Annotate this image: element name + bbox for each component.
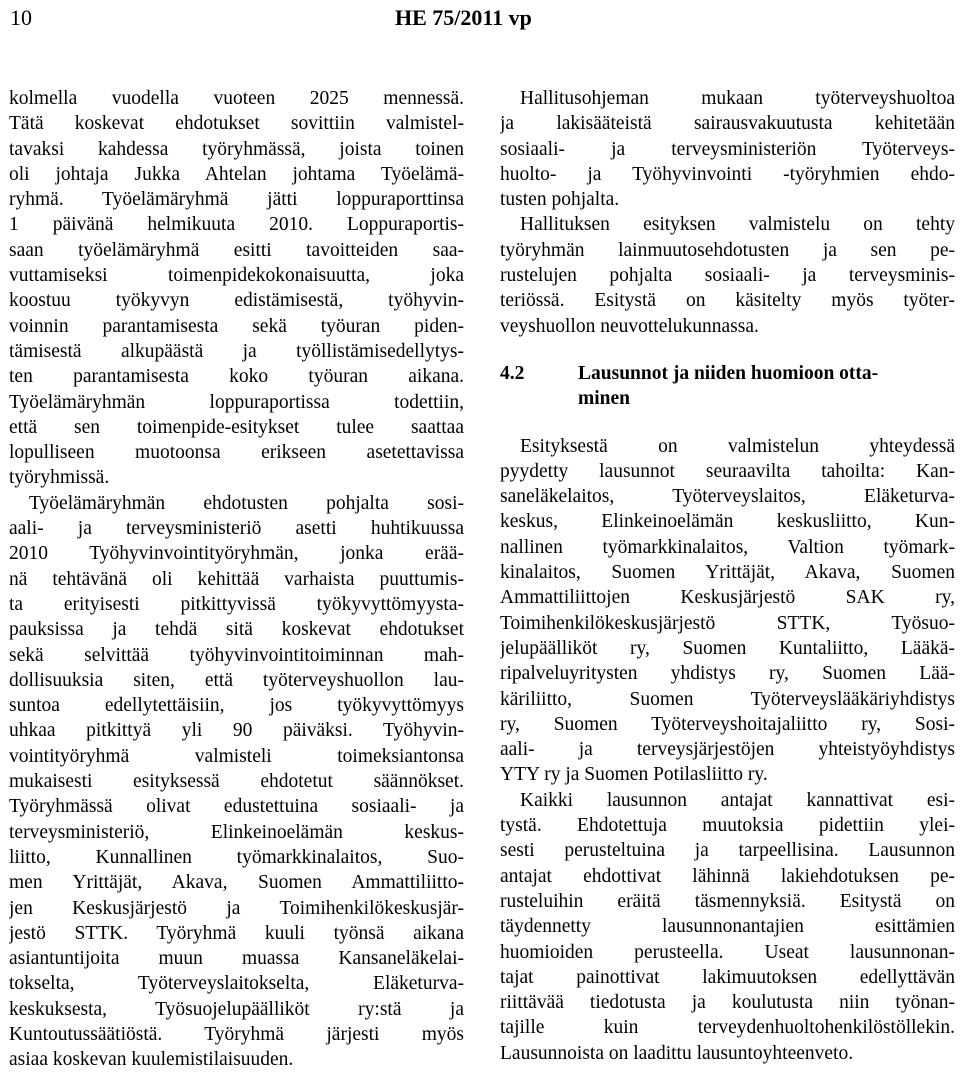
text-line: tokselta, Työterveyslaitokselta, Eläketurva- (9, 973, 464, 995)
text-line: pauksissa ja tehdä sitä koskevat ehdotukset (9, 619, 464, 641)
text-line: Hallituksen esityksen valmistelu on tehty (520, 214, 955, 236)
text-line: aali- ja terveysministeriö asetti huhtikuussa (9, 518, 464, 540)
text-line: ripalveluyritysten yhdistys ry, Suomen Lää- (500, 663, 955, 685)
text-line: Työryhmässä olivat edustettuina sosiaali- ja (9, 796, 464, 818)
text-line: ryhmä. Työelämäryhmä jätti loppuraporttinsa (9, 189, 464, 211)
text-line: asiantuntijoita muun muassa Kansaneläkelai- (9, 948, 464, 970)
text-line: aali- ja terveysjärjestöjen yhteistyöyhdistys (500, 739, 955, 761)
text-line: sosiaali- ja terveysministeriön Työterveys- (500, 138, 955, 160)
text-line: keskuksesta, Työsuojelupäälliköt ry:stä ja (9, 998, 464, 1020)
text-line: jelupäälliköt ry, Suomen Kuntaliitto, Lääkä- (500, 637, 955, 659)
spacer (500, 339, 955, 361)
text-line: huolto- ja Työhyvinvointi -työryhmien ehdo- (500, 163, 955, 185)
page-number: 10 (10, 5, 32, 30)
text-line: sekä selvittää työhyvinvointitoiminnan mah- (9, 644, 464, 666)
spacer (500, 412, 955, 434)
text-line: vuttamiseksi toimenpidekokonaisuutta, joka (9, 265, 464, 287)
page-header (0, 0, 960, 40)
text-line: ta erityisesti pitkittyvissä työkyvyttömyysta- (9, 593, 464, 615)
text-line: että sen toimenpide-esitykset tulee saattaa (9, 416, 464, 438)
text-line: oli johtaja Jukka Ahtelan johtama Työelämä- (9, 163, 464, 185)
text-line: tystä. Ehdotettuja muutoksia pidettiin ylei- (500, 815, 955, 837)
text-line: tajille kuin terveydenhuoltohenkilöstöllekin. (500, 1017, 955, 1039)
text-line: Työelämäryhmän loppuraportissa todettiin, (9, 391, 464, 413)
text-line: uhkaa pitkittyä yli 90 päiväksi. Työhyvin- (9, 720, 464, 742)
text-line: huomioiden perusteella. Useat lausunnonan- (500, 941, 955, 963)
text-line: rusteluihin eräitä täsmennyksiä. Esitystä on (500, 890, 955, 912)
text-line: saneläkelaitos, Työterveyslaitos, Eläketurva- (500, 486, 955, 508)
section-title-line: minen (578, 388, 631, 410)
text-line: kinalaitos, Suomen Yrittäjät, Akava, Suomen (500, 562, 955, 584)
text-line: Toimihenkilökeskusjärjestö STTK, Työsuo- (500, 612, 955, 634)
text-line: sesti perusteltuina ja tarpeellisina. Lausunnon (500, 840, 955, 862)
text-line: tusten pohjalta. (500, 189, 620, 211)
text-line: 1 päivänä helmikuuta 2010. Loppuraportis- (9, 214, 464, 236)
text-line: tavaksi kahdessa työryhmässä, joista toinen (9, 138, 464, 160)
text-line: antajat ehdottivat lähinnä lakiehdotuksen pe- (500, 865, 955, 887)
text-line: työryhmissä. (9, 467, 110, 489)
right-column (500, 86, 955, 1066)
text-line: men Yrittäjät, Akava, Suomen Ammattiliitto- (9, 872, 464, 894)
text-line: lopulliseen muotoonsa erikseen asetettavissa (9, 442, 464, 464)
text-line: asiaa koskevan kuulemistilaisuuden. (9, 1049, 294, 1071)
section-title-line: Lausunnot ja niiden huomioon otta- (578, 362, 879, 384)
text-line: jestö STTK. Työryhmä kuuli työnsä aikana (9, 922, 464, 944)
text-line: terveysministeriö, Elinkeinoelämän keskus- (9, 821, 464, 843)
text-line: nallinen työmarkkinalaitos, Valtion työmark- (500, 536, 955, 558)
text-line: YTY ry ja Suomen Potilasliitto ry. (500, 764, 768, 786)
text-line: työryhmän lainmuutosehdotusten ja sen pe- (500, 239, 955, 261)
text-line: Lausunnoista on laadittu lausuntoyhteenveto. (500, 1042, 854, 1064)
text-line: keskus, Elinkeinoelämän keskusliitto, Kun- (500, 511, 955, 533)
text-line: Tätä koskevat ehdotukset sovittiin valmistel- (9, 113, 464, 135)
text-line: tajat painottivat lakimuutoksen edellyttävän (500, 966, 955, 988)
text-line: vointityöryhmä valmisteli toimeksiantonsa (9, 745, 464, 767)
text-line: teriössä. Esitystä on käsitelty myös työter- (500, 290, 955, 312)
text-line: Ammattiliittojen Keskusjärjestö SAK ry, (500, 587, 955, 609)
text-line: suntoa edellytettäisiin, jos työkyvyttömyys (9, 695, 464, 717)
text-line: riittävää tiedotusta ja koulutusta niin työnan- (500, 992, 955, 1014)
text-line: liitto, Kunnallinen työmarkkinalaitos, Suo- (9, 846, 464, 868)
text-line: ja lakisääteistä sairausvakuutusta kehitetään (500, 113, 955, 135)
text-line: Työelämäryhmän ehdotusten pohjalta sosi- (29, 492, 464, 514)
text-line: voinnin parantamisesta sekä työuran piden- (9, 315, 464, 337)
section-number: 4.2 (500, 362, 525, 384)
text-line: Kuntoutussäätiöstä. Työryhmä järjesti myös (9, 1023, 464, 1045)
text-line: Esityksestä on valmistelun yhteydessä (520, 435, 955, 457)
text-line: saan työelämäryhmä esitti tavoitteiden saa- (9, 239, 464, 261)
text-line: rustelujen pohjalta sosiaali- ja terveysminis- (500, 265, 955, 287)
text-line: koostuu työkyvyn edistämisestä, työhyvin- (9, 290, 464, 312)
text-line: ten parantamisesta koko työuran aikana. (9, 366, 464, 388)
text-line: ry, Suomen Työterveyshoitajaliitto ry, Sosi- (500, 713, 955, 735)
text-line: 2010 Työhyvinvointityöryhmän, jonka erää- (9, 543, 464, 565)
text-line: tämisestä alkupäästä ja työllistämisedellytys- (9, 340, 464, 362)
text-line: Kaikki lausunnon antajat kannattivat esi- (520, 789, 955, 811)
document-id: HE 75/2011 vp (395, 5, 532, 30)
text-line: täydennetty lausunnonantajien esittämien (500, 916, 955, 938)
text-line: veyshuollon neuvottelukunnassa. (500, 315, 759, 337)
text-line: jen Keskusjärjestö ja Toimihenkilökeskusjär- (9, 897, 464, 919)
text-line: nä tehtävänä oli kehittää varhaista puuttumis- (9, 568, 464, 590)
text-line: mukaisesti esityksessä ehdotetut säännökset. (9, 771, 464, 793)
text-line: kolmella vuodella vuoteen 2025 mennessä. (9, 88, 464, 109)
section-title (578, 361, 955, 412)
left-column (9, 86, 464, 1073)
section-heading (500, 361, 955, 412)
text-line: käriliitto, Suomen Työterveyslääkäriyhdistys (500, 688, 955, 710)
text-line: dollisuuksia siten, että työterveyshuollon lau- (9, 669, 464, 691)
text-line: pyydetty lausunnot seuraavilta tahoilta: Kan- (500, 460, 955, 482)
text-line: Hallitusohjeman mukaan työterveyshuoltoa (520, 88, 955, 109)
